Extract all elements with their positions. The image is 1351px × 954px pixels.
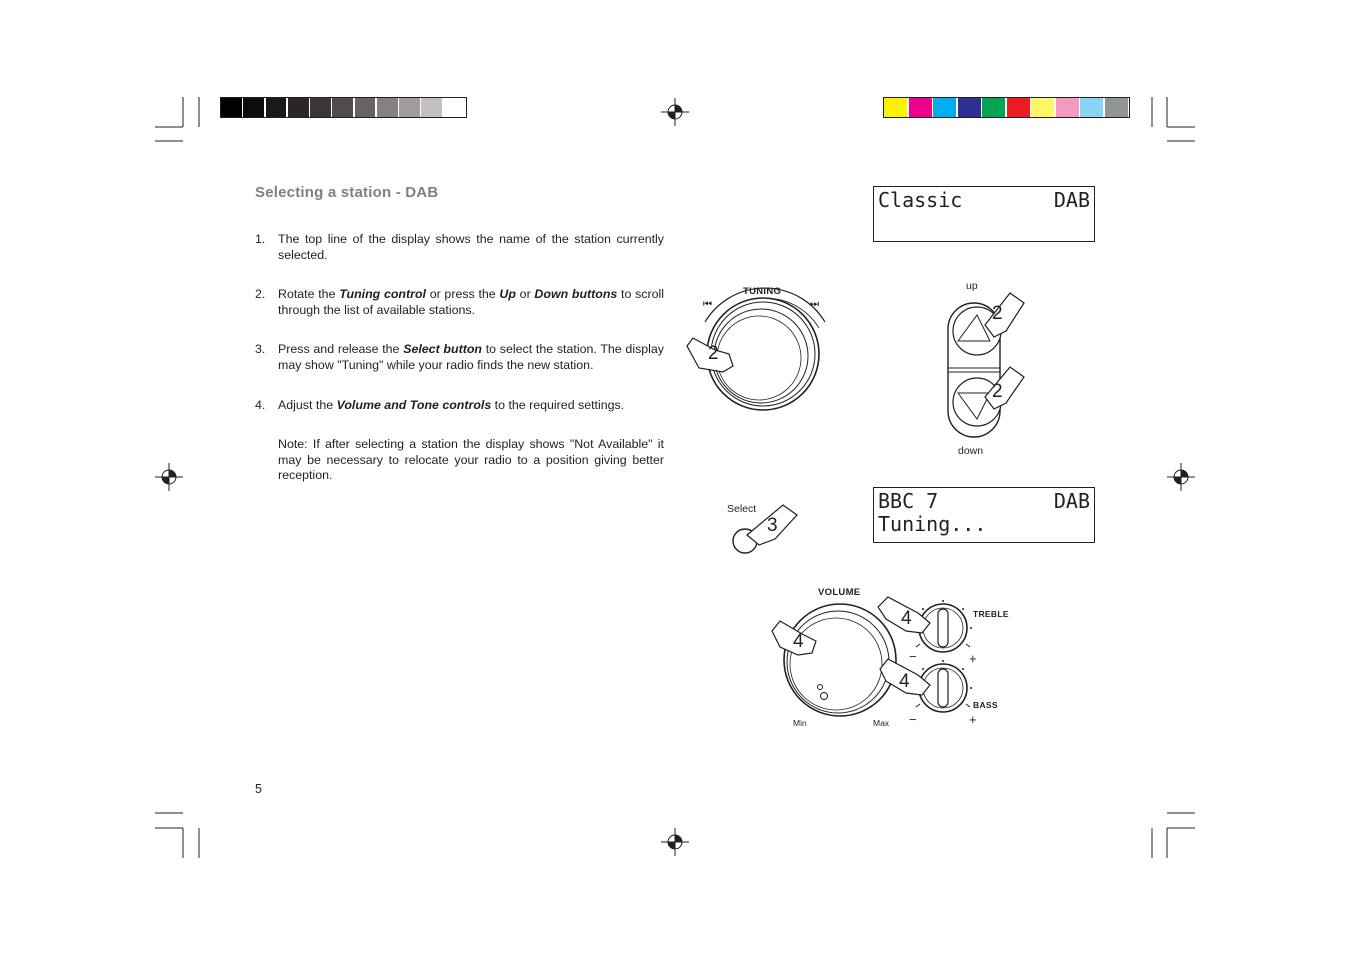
step-text <box>278 398 664 414</box>
section-title: Selecting a station - DAB <box>255 184 439 201</box>
color-swatch <box>355 98 377 117</box>
control-name: Volume and Tone controls <box>336 398 492 412</box>
color-swatch <box>958 98 982 117</box>
step-text <box>278 342 664 373</box>
color-swatch <box>933 98 957 117</box>
treble-label: TREBLE <box>973 609 1009 619</box>
volume-max-label: Max <box>873 718 890 728</box>
lcd-display-station <box>873 186 1095 242</box>
color-calibration-bar <box>883 97 1130 118</box>
volume-knob[interactable] <box>784 604 896 716</box>
step-text-run: Rotate the <box>278 287 340 301</box>
bass-minus-icon: − <box>909 712 917 727</box>
page-number: 5 <box>255 782 262 796</box>
volume-label: VOLUME <box>818 587 861 598</box>
registration-target-icon <box>661 828 689 856</box>
bass-label: BASS <box>973 700 998 710</box>
lcd-mode: DAB <box>1053 188 1090 212</box>
select-label: Select <box>727 503 757 515</box>
instruction-step <box>255 398 664 414</box>
step-number: 3. <box>255 342 266 356</box>
registration-target-icon <box>1167 463 1195 491</box>
step-text-run: or press the <box>425 287 500 301</box>
step-text <box>278 287 664 318</box>
callout-number: 2 <box>992 381 1003 402</box>
lcd-status: Tuning... <box>878 512 987 536</box>
up-label: up <box>966 280 978 292</box>
color-swatch <box>332 98 354 117</box>
registration-target-icon <box>155 463 183 491</box>
color-swatch <box>1007 98 1031 117</box>
prev-track-icon: ⏮ <box>703 299 712 310</box>
step-number: 4. <box>255 398 266 412</box>
callout-number: 2 <box>708 343 719 364</box>
step-number: 2. <box>255 287 266 301</box>
callout-number: 4 <box>901 608 912 629</box>
instruction-step <box>255 287 664 318</box>
callout-number: 4 <box>899 671 910 692</box>
color-swatch <box>444 98 466 117</box>
color-swatch <box>399 98 421 117</box>
color-swatch <box>1105 98 1129 117</box>
color-swatch <box>1056 98 1080 117</box>
color-swatch <box>421 98 443 117</box>
step-text-run: to the required settings. <box>491 398 625 412</box>
step-text-run: or <box>515 287 535 301</box>
color-swatch <box>1080 98 1104 117</box>
next-track-icon: ⏭ <box>810 299 819 310</box>
callout-number: 3 <box>767 515 778 536</box>
step-text-run: Press and release the <box>278 342 404 356</box>
lcd-mode: DAB <box>1053 489 1090 513</box>
control-name: Tuning control <box>339 287 426 301</box>
up-down-buttons-illustration <box>940 285 1035 445</box>
color-swatch <box>909 98 933 117</box>
color-swatch <box>288 98 310 117</box>
instruction-step <box>255 232 664 263</box>
color-swatch <box>266 98 288 117</box>
control-name: Select button <box>403 342 482 356</box>
control-name: Up <box>499 287 516 301</box>
note-text: Note: If after selecting a station the display shows "Not Available" it may be necessary to relocate your radio to a position giving better reception. <box>278 437 664 482</box>
tuning-label: TUNING <box>743 286 782 297</box>
callout-number: 4 <box>793 631 804 652</box>
step-text-run: The top line of the display shows the name of the station currently selected. <box>278 232 664 262</box>
step-text-run: to select the station. The display may show "Tuning" while your radio finds the new station. <box>278 342 664 372</box>
lcd-station-name: Classic <box>878 188 963 212</box>
step-text-run: to scroll through the list of available stations. <box>278 287 664 317</box>
color-swatch <box>982 98 1006 117</box>
color-swatch <box>377 98 399 117</box>
lcd-display-tuning <box>873 487 1095 543</box>
bass-plus-icon: + <box>969 712 977 727</box>
lcd-station-name: BBC 7 <box>878 489 939 513</box>
step-text <box>278 232 664 263</box>
control-name: Down buttons <box>534 287 618 301</box>
callout-number: 2 <box>992 303 1003 324</box>
instruction-step <box>255 342 664 373</box>
color-swatch <box>243 98 265 117</box>
registration-target-icon <box>661 98 689 126</box>
volume-tone-illustration <box>770 595 1000 730</box>
treble-minus-icon: − <box>909 649 917 664</box>
volume-min-label: Min <box>793 718 807 728</box>
step-text-run: Adjust the <box>278 398 337 412</box>
step-number: 1. <box>255 232 266 246</box>
treble-plus-icon: + <box>969 651 977 666</box>
color-swatch <box>310 98 332 117</box>
down-label: down <box>958 445 984 457</box>
grayscale-calibration-bar <box>220 97 467 118</box>
color-swatch <box>1031 98 1055 117</box>
color-swatch <box>221 98 243 117</box>
color-swatch <box>884 98 908 117</box>
select-button-illustration <box>725 497 805 559</box>
